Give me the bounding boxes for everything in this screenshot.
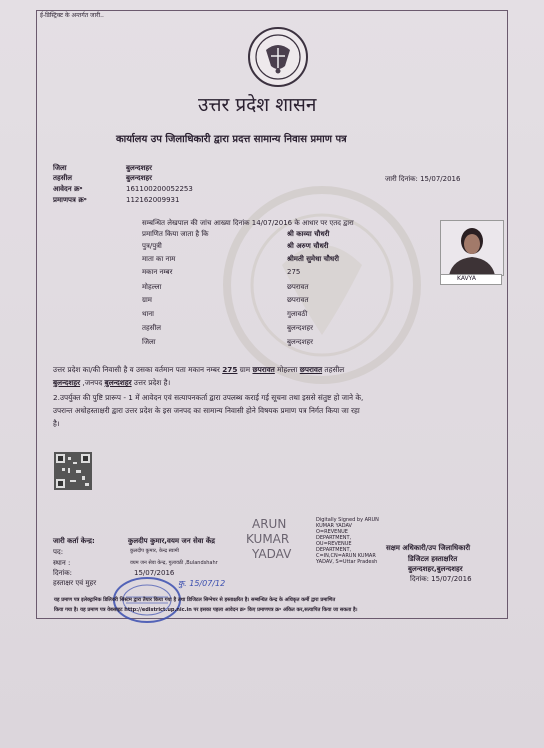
tehsil-label: तहसील: [53, 174, 72, 182]
issue-date: जारी दिनांक: 15/07/2016: [385, 175, 461, 183]
handwritten-signature: कु. 15/07/12: [178, 579, 226, 588]
detail-label: मोहल्ला: [142, 283, 162, 291]
application-value: 161100200052253: [126, 185, 193, 193]
authority-line-3: बुलन्दशहर,बुलन्दशहर: [408, 565, 463, 573]
place-label: स्थान :: [53, 559, 71, 567]
authority-line-2: डिजिटल हस्ताक्षरित: [408, 555, 458, 563]
confirmation-line-1: 2.उपर्युक्त की पुष्टि प्रारूप - 1 में आवेदन एवं सत्यापनकर्ता द्वारा उपलब्ध कराई गई सूचना तथा इससे संतुष्ट हो जाने के,: [53, 393, 364, 402]
detail-value: श्री अरुण चौधरी: [287, 242, 329, 250]
issuing-center-value: कुलदीप कुमार,वयम जन सेवा केंद्र: [128, 537, 216, 545]
date-label: दिनांक:: [53, 569, 72, 577]
signer-name-line-2: KUMAR: [246, 532, 290, 546]
applicant-photo: [440, 220, 504, 276]
residence-paragraph-line-2: बुलन्दशहर ,जनपद बुलन्दशहर उत्तर प्रदेश है।: [53, 378, 171, 387]
photo-caption: KAVYA: [457, 275, 476, 282]
district-label: जिला: [53, 164, 67, 172]
detail-label: मकान नम्बर: [142, 268, 173, 276]
uttar-pradesh-emblem: [247, 26, 309, 88]
detail-value: श्री काव्या चौधरी: [287, 230, 330, 238]
detail-value: छपरावत: [287, 283, 309, 291]
digital-signature-line: OU=REVENUE: [316, 541, 352, 547]
post-label: पद:: [53, 548, 64, 556]
signer-name-line-3: YADAV: [252, 547, 292, 561]
digital-signature-line: DEPARTMENT,: [316, 547, 352, 553]
digital-signature-line: C=IN,CN=ARUN KUMAR: [316, 553, 376, 559]
confirmation-line-3: है।: [53, 419, 60, 428]
detail-value: छपरावत: [287, 296, 309, 304]
authority-date: दिनांक: 15/07/2016: [410, 575, 472, 583]
signer-name-line-1: ARUN: [252, 517, 287, 531]
digital-signature-line: DEPARTMENT,: [316, 535, 352, 541]
tehsil-value: बुलन्दशहर: [126, 174, 152, 182]
intro-line-2: प्रमाणित किया जाता है कि: [142, 230, 209, 238]
authority-line-1: सक्षम अधिकारी/उप जिलाधिकारी: [386, 544, 471, 552]
detail-value: बुलन्दशहर: [287, 324, 313, 332]
district-value: बुलन्दशहर: [126, 164, 152, 172]
digital-signature-line: O=REVENUE: [316, 529, 348, 535]
detail-label: पुत्र/पुत्री: [142, 242, 162, 250]
header-note: ई-डिस्ट्रिक्ट के अन्तर्गत जारी..: [40, 12, 104, 19]
detail-label: माता का नाम: [142, 255, 176, 263]
detail-value: गुलावठी: [287, 310, 308, 318]
certificate-title: कार्यालय उप जिलाधिकारी द्वारा प्रदत्त सामान्य निवास प्रमाण पत्र: [116, 134, 347, 145]
digital-signature-line: KUMAR YADAV: [316, 523, 352, 529]
detail-value: बुलन्दशहर: [287, 338, 313, 346]
bottom-note-line-1: यह प्रमाण पत्र इलेक्ट्रानिक डिलिवरी सिस्टम द्वारा तैयार किया गया है तथा डिजिटल सिग्नेचर से हस्ताक्षरित है। सम्बन्धित केन्द्र के अधिकृत कर्मी द्वारा प्रमाणित: [54, 597, 336, 603]
center-stamp-line-2: वयम जन सेवा केन्द्र, गुलावठी ,Bulandshahr: [130, 560, 218, 566]
detail-label: जिला: [142, 338, 156, 346]
certificate-number-value: 112162009931: [126, 196, 180, 204]
digital-signature-line: YADAV, S=Uttar Pradesh: [316, 559, 378, 565]
detail-label: ग्राम: [142, 296, 152, 304]
detail-label: थाना: [142, 310, 154, 318]
certificate-number-label: प्रमाणपत्र क्र॰: [53, 196, 87, 204]
detail-label: तहसील: [142, 324, 161, 332]
bottom-note-line-2: किया गया है। यह प्रमाण पत्र वेबसाइट http://edistrict.up.nic.in पर इसका पहला आवेदन क्र॰ किए प्रमाणपत्र क्र॰ अंकित कर,सत्यापित किया जा सकता है।: [54, 607, 358, 613]
government-title: उत्तर प्रदेश शासन: [198, 94, 317, 116]
center-stamp-line-1: कुलदीप कुमार, केन्द्र स्वामी: [130, 548, 179, 554]
intro-line-1: सम्बन्धित लेखपाल की जांच आख्या दिनांक 14/07/2016 के आधार पर एतद द्वारा: [142, 219, 354, 227]
confirmation-line-2: उपरान्त अधोहस्ताक्षरी द्वारा उत्तर प्रदेश के इस जनपद का सामान्य निवासी होने विषयक प्रमाण पत्र निर्गत किया जा रहा: [53, 406, 360, 415]
date-value: 15/07/2016: [134, 569, 175, 577]
emblem-watermark: [222, 185, 422, 385]
detail-value: 275: [287, 268, 301, 276]
issuing-center-label: जारी कर्ता केन्द्र:: [53, 537, 95, 545]
residence-paragraph-line-1: उत्तर प्रदेश का/की निवासी है व उसका वर्तमान पता मकान नम्बर 275 ग्राम छपरावत मोहल्ला छपरावत तहसील: [53, 365, 345, 374]
digital-signature-line: Digitally Signed by ARUN: [316, 517, 379, 523]
detail-value: श्रीमती सुमेधा चौधरी: [287, 255, 339, 263]
qr-code: [54, 452, 92, 490]
application-label: आवेदन क्र॰: [53, 185, 83, 193]
sign-label: हस्ताक्षर एवं मुहर: [53, 579, 97, 587]
